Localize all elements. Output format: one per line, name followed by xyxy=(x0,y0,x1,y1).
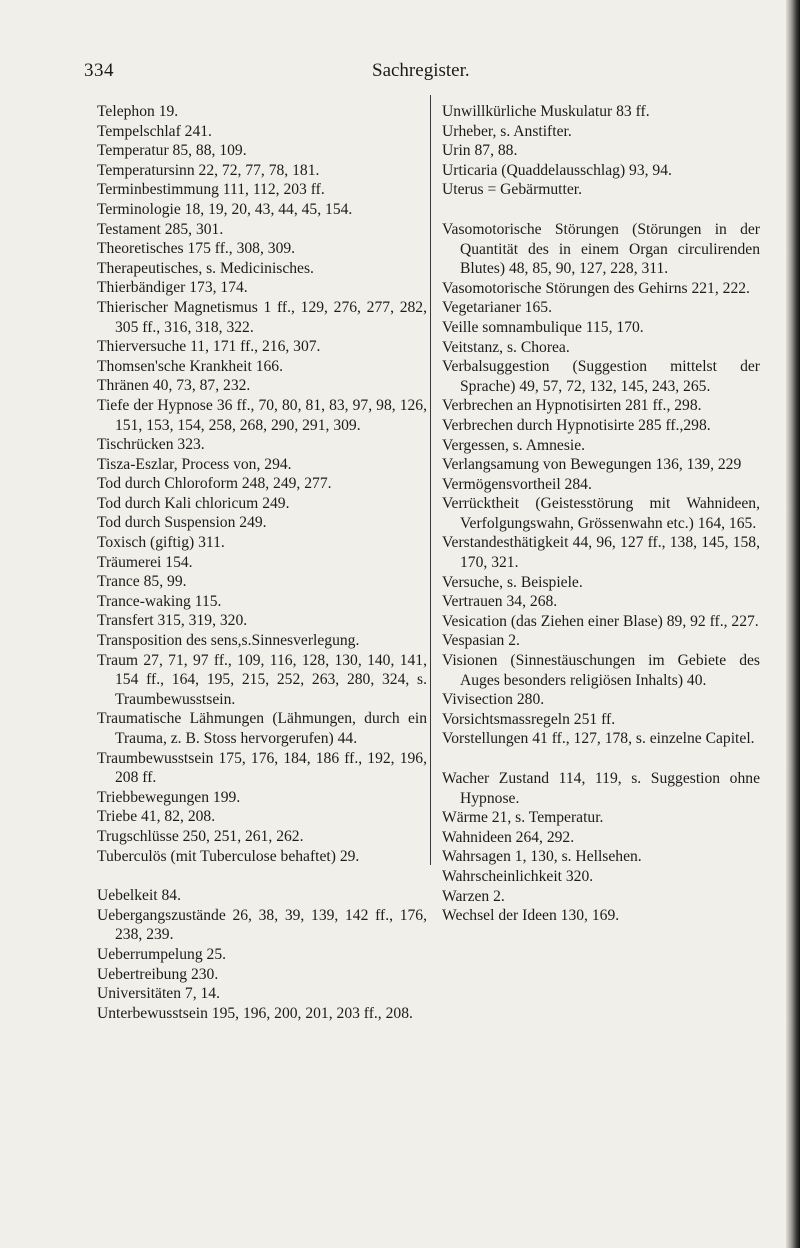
index-entry: Versuche, s. Beispiele. xyxy=(442,573,583,591)
index-entry: Verbrechen an Hypnotisirten 281 ff., 298. xyxy=(442,397,702,415)
group-gap xyxy=(97,866,427,886)
index-entry: Verlangsamung von Bewegungen 136, 139, 229 xyxy=(442,456,742,474)
index-entry: Terminbestimmung 111, 112, 203 ff. xyxy=(97,181,325,199)
index-group-u xyxy=(97,886,427,1023)
index-entry: Vertrauen 34, 268. xyxy=(442,593,558,611)
index-entry: Uebelkeit 84. xyxy=(97,887,182,905)
index-entry: Universitäten 7, 14. xyxy=(97,985,220,1003)
index-entry: Traumatische Lähmungen (Lähmungen, durch ein Trauma, z. B. Stoss hervorgerufen) 44. xyxy=(97,710,427,747)
index-group-t xyxy=(97,102,427,866)
index-entry: Verbrechen durch Hypnotisirte 285 ff.,298. xyxy=(442,416,711,434)
index-entry: Temperatur 85, 88, 109. xyxy=(97,142,247,160)
index-entry: Tod durch Kali chloricum 249. xyxy=(97,494,290,512)
group-gap xyxy=(442,200,760,220)
page-number: 334 xyxy=(84,60,114,81)
index-entry: Wahrscheinlichkeit 320. xyxy=(442,867,594,885)
index-entry: Vivisection 280. xyxy=(442,691,545,709)
index-entry: Vespasian 2. xyxy=(442,632,520,650)
index-entry: Transfert 315, 319, 320. xyxy=(97,612,248,630)
index-entry: Triebbewegungen 199. xyxy=(97,788,241,806)
index-entry: Visionen (Sinnestäuschungen im Gebiete des Auges besonders religiösen Inhalts) 40. xyxy=(442,652,760,689)
index-entry: Triebe 41, 82, 208. xyxy=(97,808,216,826)
index-entry: Vorsichtsmassregeln 251 ff. xyxy=(442,710,616,728)
index-entry: Uterus = Gebärmutter. xyxy=(442,181,583,199)
index-entry: Traum 27, 71, 97 ff., 109, 116, 128, 130, 140, 141, 154 ff., 164, 195, 215, 252, 263, 280, 324, s. Traumbewusstsein. xyxy=(97,651,427,708)
index-entry: Wahnideen 264, 292. xyxy=(442,828,575,846)
index-entry: Thierbändiger 173, 174. xyxy=(97,279,248,297)
index-entry: Thierischer Magnetismus 1 ff., 129, 276, 277, 282, 305 ff., 316, 318, 322. xyxy=(97,298,427,336)
index-entry: Veille somnambulique 115, 170. xyxy=(442,318,644,336)
index-entry: Urticaria (Quaddelausschlag) 93, 94. xyxy=(442,161,672,179)
index-entry: Verrücktheit (Geistesstörung mit Wahnideen, Verfolgungswahn, Grössenwahn etc.) 164, 165. xyxy=(442,495,760,532)
index-entry: Traumbewusstsein 175, 176, 184, 186 ff., 192, 196, 208 ff. xyxy=(97,749,427,787)
index-entry: Ueberrumpelung 25. xyxy=(97,945,227,963)
index-entry: Transposition des sens,s.Sinnesverlegung. xyxy=(97,632,360,650)
index-entry: Träumerei 154. xyxy=(97,553,193,571)
page-edge-shadow xyxy=(786,0,800,1248)
index-entry: Thomsen'sche Krankheit 166. xyxy=(97,357,283,375)
index-entry: Wacher Zustand 114, 119, s. Suggestion ohne Hypnose. xyxy=(442,770,760,807)
index-entry: Trance 85, 99. xyxy=(97,573,187,591)
index-entry: Vergessen, s. Amnesie. xyxy=(442,436,586,454)
group-gap xyxy=(442,749,760,769)
index-entry: Verstandesthätigkeit 44, 96, 127 ff., 138, 145, 158, 170, 321. xyxy=(442,534,760,572)
index-entry: Warzen 2. xyxy=(442,887,505,905)
index-entry: Telephon 19. xyxy=(97,103,179,120)
index-entry: Therapeutisches, s. Medicinisches. xyxy=(97,259,314,277)
index-entry: Unwillkürliche Muskulatur 83 ff. xyxy=(442,103,650,120)
index-entry: Unterbewusstsein 195, 196, 200, 201, 203 ff., 208. xyxy=(97,1004,413,1022)
index-group-v xyxy=(442,220,760,749)
index-entry: Vorstellungen 41 ff., 127, 178, s. einzelne Capitel. xyxy=(442,730,755,748)
page-header xyxy=(0,60,800,90)
index-entry: Terminologie 18, 19, 20, 43, 44, 45, 154. xyxy=(97,200,353,218)
index-entry: Verbalsuggestion (Suggestion mittelst der Sprache) 49, 57, 72, 132, 145, 243, 265. xyxy=(442,358,760,395)
index-entry: Tisza-Eszlar, Process von, 294. xyxy=(97,455,292,473)
index-entry: Thierversuche 11, 171 ff., 216, 307. xyxy=(97,338,321,356)
index-entry: Vesication (das Ziehen einer Blase) 89, 92 ff., 227. xyxy=(442,612,759,630)
running-head-title: Sachregister. xyxy=(372,60,470,81)
index-entry: Vermögensvortheil 284. xyxy=(442,475,592,493)
index-entry: Testament 285, 301. xyxy=(97,220,224,238)
index-entry: Wärme 21, s. Temperatur. xyxy=(442,809,604,827)
index-entry: Urin 87, 88. xyxy=(442,142,518,160)
index-group-w xyxy=(442,769,760,926)
index-column-right xyxy=(442,102,760,926)
index-entry: Toxisch (giftig) 311. xyxy=(97,534,225,552)
index-entry: Tiefe der Hypnose 36 ff., 70, 80, 81, 83, 97, 98, 126, 151, 153, 154, 258, 268, 290, 291, 309. xyxy=(97,396,427,434)
index-entry: Tod durch Chloroform 248, 249, 277. xyxy=(97,475,332,493)
index-group-u-cont xyxy=(442,102,760,200)
index-entry: Vegetarianer 165. xyxy=(442,299,552,317)
column-divider xyxy=(430,95,431,865)
index-entry: Tuberculös (mit Tuberculose behaftet) 29. xyxy=(97,847,360,865)
index-entry: Uebertreibung 230. xyxy=(97,965,219,983)
index-entry: Veitstanz, s. Chorea. xyxy=(442,338,570,356)
index-entry: Trugschlüsse 250, 251, 261, 262. xyxy=(97,827,304,845)
index-column-left xyxy=(97,102,427,1023)
index-entry: Tempelschlaf 241. xyxy=(97,122,212,140)
index-entry: Temperatursinn 22, 72, 77, 78, 181. xyxy=(97,161,320,179)
index-entry: Thränen 40, 73, 87, 232. xyxy=(97,377,251,395)
index-entry: Tischrücken 323. xyxy=(97,436,205,454)
index-entry: Uebergangszustände 26, 38, 39, 139, 142 ff., 176, 238, 239. xyxy=(97,906,427,944)
index-entry: Urheber, s. Anstifter. xyxy=(442,122,572,140)
index-entry: Vasomotorische Störungen (Störungen in der Quantität des in einem Organ circulirenden Blutes) 48, 85, 90, 127, 228, 311. xyxy=(442,220,760,278)
index-entry: Tod durch Suspension 249. xyxy=(97,514,267,532)
index-entry: Vasomotorische Störungen des Gehirns 221, 222. xyxy=(442,279,750,297)
index-entry: Theoretisches 175 ff., 308, 309. xyxy=(97,240,296,258)
index-entry: Wechsel der Ideen 130, 169. xyxy=(442,907,620,925)
index-entry: Trance-waking 115. xyxy=(97,592,222,610)
index-entry: Wahrsagen 1, 130, s. Hellsehen. xyxy=(442,848,642,866)
